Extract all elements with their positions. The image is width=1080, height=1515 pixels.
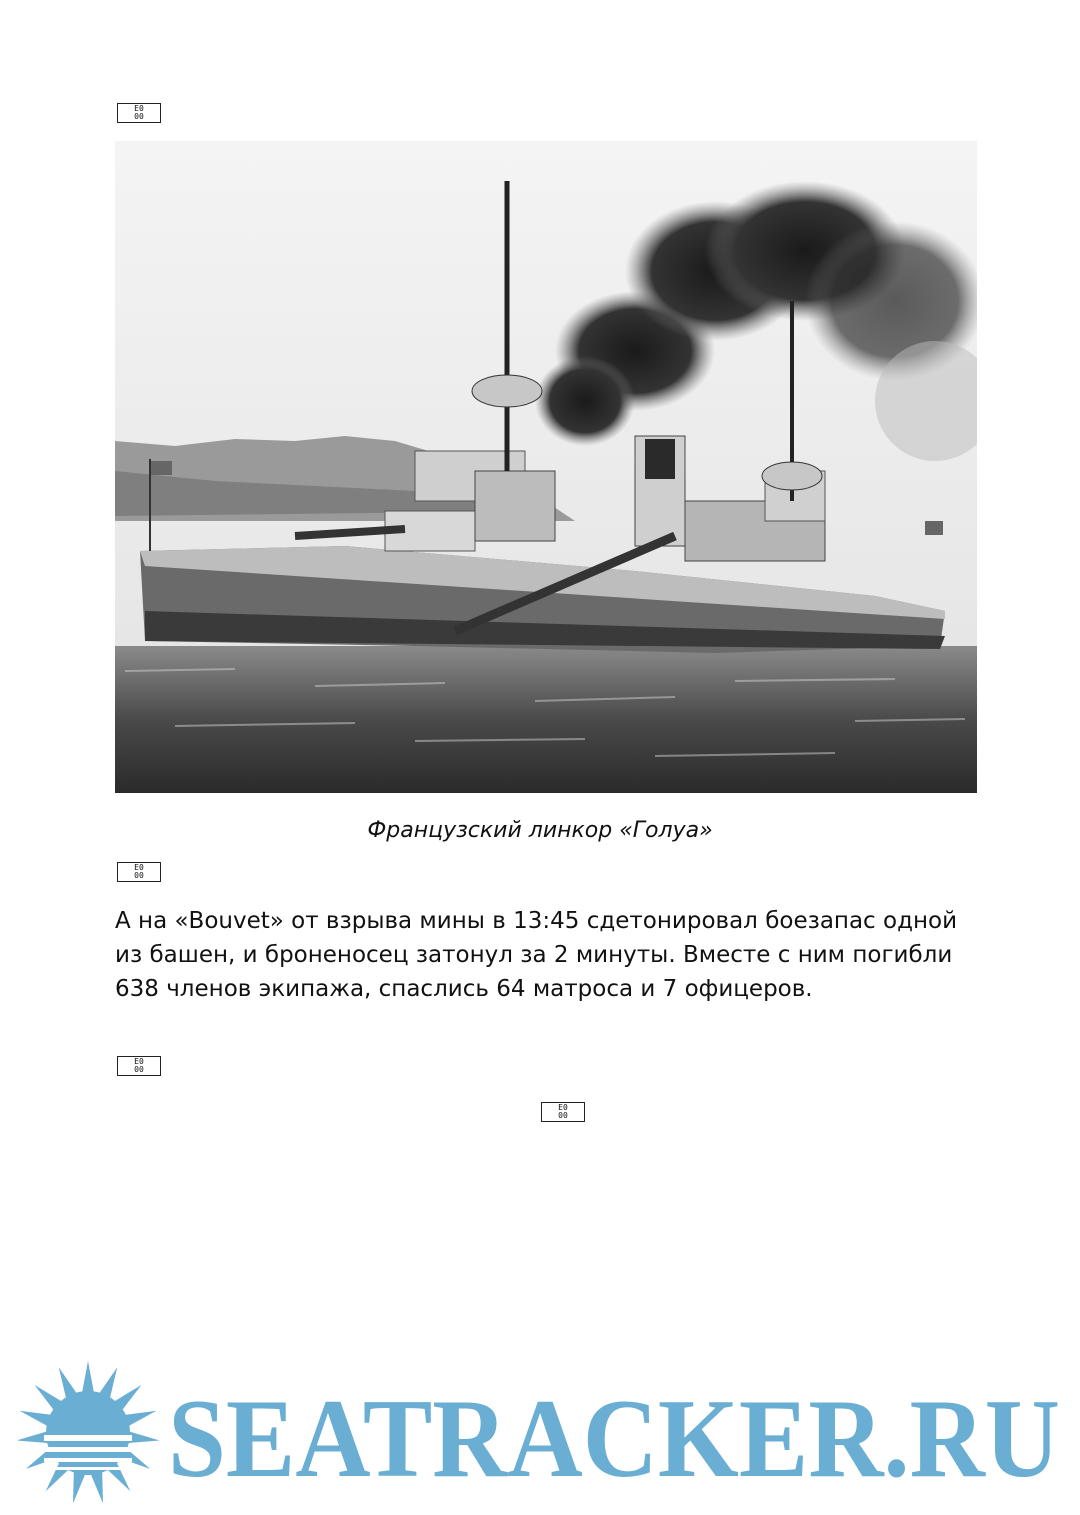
placeholder-glyph-box [117, 862, 161, 882]
glyph-line-2: 00 [134, 1065, 144, 1074]
article-paragraph: А на «Bouvet» от взрыва мины в 13:45 сдетонировал боезапас одной из башен, и броненосец затонул за 2 минуты. Вместе с ним погибли 638 членов экипажа, спаслись 64 матроса и 7 офицеров. [115, 908, 958, 1002]
glyph-line-1: E0 [134, 104, 144, 113]
seatracker-logo [18, 1358, 1068, 1508]
placeholder-glyph-box [117, 103, 161, 123]
sun-burst-icon [18, 1361, 160, 1505]
glyph-line-2: 00 [134, 871, 144, 880]
placeholder-glyph-box [541, 1102, 585, 1122]
photo-caption: Французский линкор «Голуа» [367, 818, 713, 843]
glyph-line-1: E0 [134, 863, 144, 872]
glyph-line-2: 00 [558, 1111, 568, 1120]
placeholder-glyph-box [117, 1056, 161, 1076]
logo-text: SEATRACKER.RU [168, 1377, 1060, 1501]
glyph-line-1: E0 [134, 1057, 144, 1066]
glyph-line-2: 00 [134, 112, 144, 121]
battleship-photo [115, 141, 977, 793]
glyph-line-1: E0 [558, 1103, 568, 1112]
